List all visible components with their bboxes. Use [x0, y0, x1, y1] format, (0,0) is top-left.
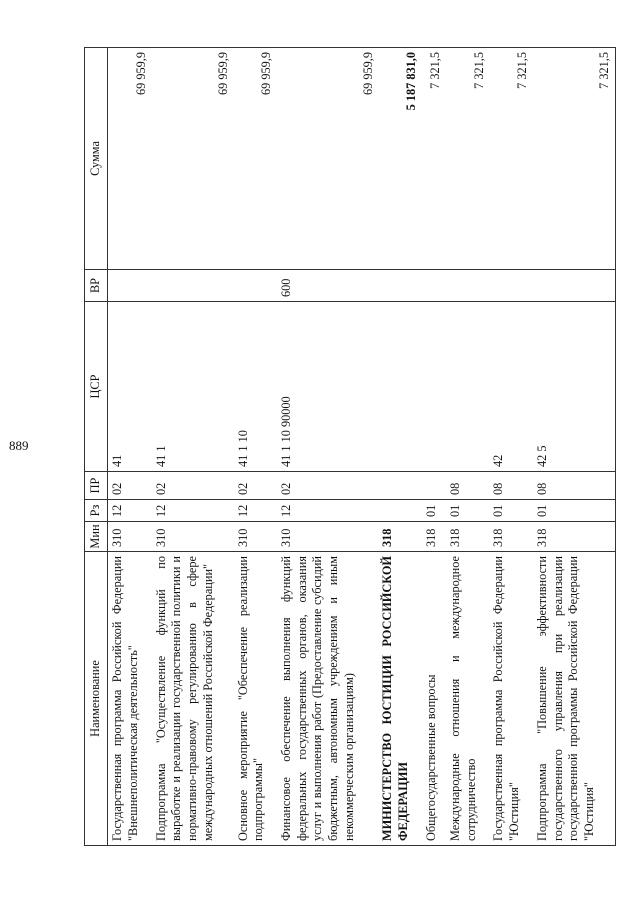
cell-sum: 7 321,5 — [446, 48, 489, 270]
cell-csr — [446, 302, 489, 472]
cell-name: Государственная программа Российской Федерации "Юстиция" — [489, 552, 532, 846]
cell-vr — [108, 270, 152, 302]
cell-name: Общегосударственные вопросы — [422, 552, 446, 846]
cell-min: 310 — [152, 522, 234, 552]
budget-table — [84, 47, 616, 846]
cell-sum: 7 321,5 — [489, 48, 532, 270]
cell-pr: 08 — [446, 472, 489, 500]
cell-sum: 69 959,9 — [108, 48, 152, 270]
column-header-pr: ПР — [85, 472, 108, 500]
table-row — [277, 48, 378, 846]
column-header-sum: Сумма — [85, 48, 108, 270]
cell-vr — [489, 270, 532, 302]
column-header-csr: ЦСР — [85, 302, 108, 472]
table-row — [108, 48, 152, 846]
cell-rz: 01 — [446, 500, 489, 522]
cell-pr: 02 — [152, 472, 234, 500]
cell-sum: 69 959,9 — [152, 48, 234, 270]
cell-rz: 12 — [152, 500, 234, 522]
cell-rz: 01 — [489, 500, 532, 522]
cell-csr: 41 — [108, 302, 152, 472]
column-header-rz: Рз — [85, 500, 108, 522]
cell-min: 310 — [234, 522, 277, 552]
cell-min: 318 — [489, 522, 532, 552]
table-row — [446, 48, 489, 846]
cell-vr — [234, 270, 277, 302]
cell-name: МИНИСТЕРСТВО ЮСТИЦИИ РОССИЙСКОЙ ФЕДЕРАЦИИ — [378, 552, 421, 846]
table-body — [108, 48, 616, 846]
cell-pr: 08 — [489, 472, 532, 500]
cell-csr — [422, 302, 446, 472]
table-header-row — [85, 48, 108, 846]
cell-csr: 41 1 10 90000 — [277, 302, 378, 472]
cell-csr: 41 1 — [152, 302, 234, 472]
cell-rz: 01 — [422, 500, 446, 522]
cell-rz: 12 — [277, 500, 378, 522]
column-header-min: Мин — [85, 522, 108, 552]
table-row — [533, 48, 616, 846]
cell-rz: 12 — [234, 500, 277, 522]
cell-sum: 7 321,5 — [533, 48, 616, 270]
cell-sum: 7 321,5 — [422, 48, 446, 270]
cell-min: 318 — [533, 522, 616, 552]
table-row — [378, 48, 421, 846]
cell-pr: 02 — [108, 472, 152, 500]
cell-pr: 02 — [234, 472, 277, 500]
cell-sum: 69 959,9 — [234, 48, 277, 270]
page-number: 889 — [9, 438, 29, 453]
cell-pr: 08 — [533, 472, 616, 500]
cell-min: 318 — [446, 522, 489, 552]
cell-csr: 42 — [489, 302, 532, 472]
table-row — [234, 48, 277, 846]
cell-vr — [422, 270, 446, 302]
cell-name: Основное мероприятие "Обеспечение реализации подпрограммы" — [234, 552, 277, 846]
cell-pr — [422, 472, 446, 500]
cell-vr — [152, 270, 234, 302]
cell-pr — [378, 472, 421, 500]
cell-name: Подпрограмма "Осуществление функций по выработке и реализации государственной политики и нормативно-правовому регулированию в сфере международных отношений Российской Федерации" — [152, 552, 234, 846]
cell-vr — [378, 270, 421, 302]
cell-vr — [446, 270, 489, 302]
cell-min: 310 — [108, 522, 152, 552]
cell-vr — [533, 270, 616, 302]
cell-name: Финансовое обеспечение выполнения функций федеральных государственных органов, оказания услуг и выполнения работ (Предоставление субсидий бюджетным, автономным учреждениям и иным некоммерческим организациям) — [277, 552, 378, 846]
cell-min: 318 — [422, 522, 446, 552]
cell-sum: 5 187 831,0 — [378, 48, 421, 270]
table-row — [152, 48, 234, 846]
cell-pr: 02 — [277, 472, 378, 500]
cell-vr: 600 — [277, 270, 378, 302]
column-header-name: Наименование — [85, 552, 108, 846]
cell-csr: 41 1 10 — [234, 302, 277, 472]
table-row — [489, 48, 532, 846]
cell-rz — [378, 500, 421, 522]
cell-sum: 69 959,9 — [277, 48, 378, 270]
cell-name: Государственная программа Российской Федерации "Внешнеполитическая деятельность" — [108, 552, 152, 846]
cell-name: Подпрограмма "Повышение эффективности государственного управления при реализации государственной программы Российской Федерации "Юстиция" — [533, 552, 616, 846]
budget-table-page — [84, 48, 616, 846]
cell-csr: 42 5 — [533, 302, 616, 472]
cell-min: 318 — [378, 522, 421, 552]
cell-rz: 01 — [533, 500, 616, 522]
table-row — [422, 48, 446, 846]
cell-csr — [378, 302, 421, 472]
cell-name: Международные отношения и международное сотрудничество — [446, 552, 489, 846]
cell-min: 310 — [277, 522, 378, 552]
cell-rz: 12 — [108, 500, 152, 522]
column-header-vr: ВР — [85, 270, 108, 302]
